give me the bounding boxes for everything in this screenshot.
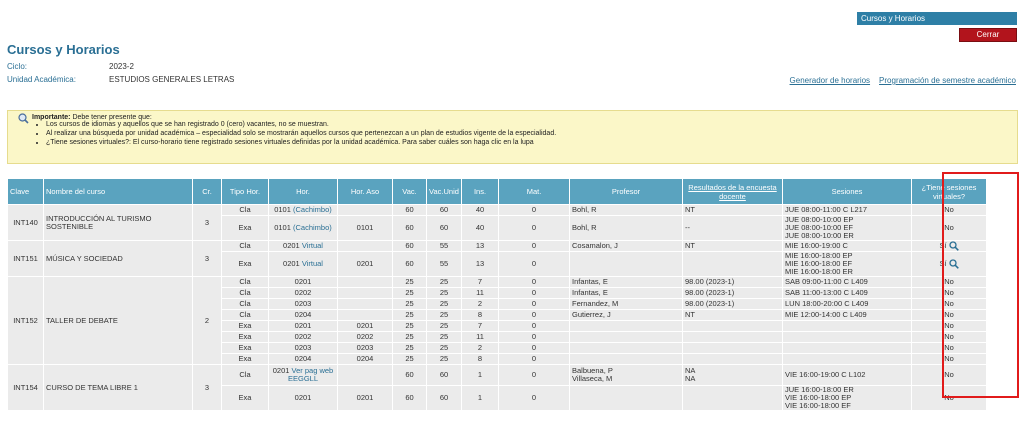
vacantes: 25 xyxy=(393,299,427,310)
sesiones: VIE 16:00-19:00 C L102 xyxy=(783,365,912,386)
header-links xyxy=(781,76,1016,85)
vac-unid: 60 xyxy=(427,205,462,216)
encuesta: 98.00 (2023-1) xyxy=(683,299,783,310)
table-row xyxy=(8,277,987,288)
profesor: Infantas, E xyxy=(570,288,683,299)
matriculados: 0 xyxy=(499,386,570,411)
virtuales xyxy=(912,299,987,310)
inscritos: 8 xyxy=(462,354,499,365)
sesiones xyxy=(783,332,912,343)
encuesta: NT xyxy=(683,310,783,321)
tipo-hor: Cla xyxy=(222,241,269,252)
horario-code: 0204 xyxy=(294,310,312,319)
profesor: Bohl, R xyxy=(570,205,683,216)
col-virtuales: ¿Tiene sesiones virtuales? xyxy=(912,179,987,205)
virtual-value: No xyxy=(944,354,954,363)
hor-aso xyxy=(338,299,393,310)
virtuales xyxy=(912,277,987,288)
matriculados: 0 xyxy=(499,288,570,299)
virtual-value: No xyxy=(944,310,954,319)
table-row xyxy=(8,365,987,386)
virtual-value: No xyxy=(944,223,954,232)
encuesta xyxy=(683,252,783,277)
virtuales xyxy=(912,365,987,386)
horario xyxy=(269,216,338,241)
tipo-hor: Exa xyxy=(222,321,269,332)
matriculados: 0 xyxy=(499,332,570,343)
profesor xyxy=(570,343,683,354)
notice-item: • Los cursos de idiomas y aquellos que se han registrado 0 (cero) vacantes, no se muestran. xyxy=(46,120,556,129)
tipo-hor: Cla xyxy=(222,365,269,386)
horario-code: 0203 xyxy=(294,343,312,352)
encuesta: 98.00 (2023-1) xyxy=(683,288,783,299)
sesiones: LUN 18:00-20:00 C L409 xyxy=(783,299,912,310)
col-vac: Vac. xyxy=(393,179,427,205)
tipo-hor: Cla xyxy=(222,310,269,321)
vacantes: 60 xyxy=(393,205,427,216)
profesor xyxy=(570,332,683,343)
hor-aso xyxy=(338,277,393,288)
tipo-hor: Exa xyxy=(222,386,269,411)
virtual-value: Sí xyxy=(939,258,947,268)
virtuales xyxy=(912,343,987,354)
profesor: Infantas, E xyxy=(570,277,683,288)
magnifier-icon[interactable] xyxy=(949,241,959,251)
vacantes: 60 xyxy=(393,365,427,386)
horario xyxy=(269,252,338,277)
vacantes: 25 xyxy=(393,354,427,365)
horario-code: 0201 xyxy=(294,393,312,402)
horario xyxy=(269,288,338,299)
vac-unid: 25 xyxy=(427,288,462,299)
col-cr: Cr. xyxy=(193,179,222,205)
virtual-value: No xyxy=(944,277,954,286)
magnifier-icon[interactable] xyxy=(949,259,959,269)
profesor xyxy=(570,321,683,332)
inscritos: 1 xyxy=(462,365,499,386)
horario-link[interactable]: Virtual xyxy=(301,241,323,250)
horario-code: 0204 xyxy=(294,354,312,363)
tipo-hor: Exa xyxy=(222,252,269,277)
vacantes: 60 xyxy=(393,386,427,411)
tipo-hor: Exa xyxy=(222,216,269,241)
notice-bold: Importante: xyxy=(32,114,71,121)
profesor: Cosamalon, J xyxy=(570,241,683,252)
tipo-hor: Exa xyxy=(222,343,269,354)
matriculados: 0 xyxy=(499,365,570,386)
ciclo-value: 2023-2 xyxy=(109,62,134,71)
sesiones: MIE 16:00-18:00 EP MIE 16:00-18:00 EF MIE 16:00-18:00 ER xyxy=(783,252,912,277)
course-credits: 3 xyxy=(193,241,222,277)
vacantes: 60 xyxy=(393,241,427,252)
inscritos: 11 xyxy=(462,288,499,299)
tipo-hor: Cla xyxy=(222,277,269,288)
sesiones xyxy=(783,354,912,365)
horario-code: 0201 xyxy=(272,366,290,375)
virtuales xyxy=(912,321,987,332)
vacantes: 60 xyxy=(393,252,427,277)
horario xyxy=(269,365,338,386)
info-magnifier-icon xyxy=(18,113,29,124)
hor-aso: 0201 xyxy=(338,386,393,411)
profesor xyxy=(570,252,683,277)
horario xyxy=(269,354,338,365)
encuesta: -- xyxy=(683,216,783,241)
col-tipo: Tipo Hor. xyxy=(222,179,269,205)
encuesta xyxy=(683,386,783,411)
inscritos: 1 xyxy=(462,386,499,411)
horario xyxy=(269,321,338,332)
tipo-hor: Cla xyxy=(222,205,269,216)
profesor: Fernandez, M xyxy=(570,299,683,310)
hor-aso: 0203 xyxy=(338,343,393,354)
hor-aso: 0201 xyxy=(338,252,393,277)
inscritos: 7 xyxy=(462,277,499,288)
vac-unid: 25 xyxy=(427,332,462,343)
horario-code: 0203 xyxy=(294,299,312,308)
horario-link[interactable]: (Cachimbo) xyxy=(293,223,332,232)
horario-link[interactable]: Virtual xyxy=(301,259,323,268)
horario xyxy=(269,332,338,343)
virtual-value: No xyxy=(944,205,954,214)
col-encuesta[interactable] xyxy=(683,179,783,205)
encuesta xyxy=(683,332,783,343)
col-ins: Ins. xyxy=(462,179,499,205)
encuesta xyxy=(683,354,783,365)
vac-unid: 55 xyxy=(427,252,462,277)
course-name: MÚSICA Y SOCIEDAD xyxy=(44,241,193,277)
course-code: INT151 xyxy=(8,241,44,277)
ciclo-row xyxy=(7,62,134,71)
matriculados: 0 xyxy=(499,343,570,354)
vac-unid: 60 xyxy=(427,386,462,411)
horario xyxy=(269,310,338,321)
col-hor: Hor. xyxy=(269,179,338,205)
ciclo-label: Ciclo: xyxy=(7,62,28,71)
encuesta xyxy=(683,321,783,332)
horario-link[interactable]: Ver pag web EEGGLL xyxy=(287,366,334,383)
course-code: INT140 xyxy=(8,205,44,241)
vacantes: 25 xyxy=(393,288,427,299)
tipo-hor: Cla xyxy=(222,299,269,310)
col-mat: Mat. xyxy=(499,179,570,205)
profesor xyxy=(570,386,683,411)
col-clave: Clave xyxy=(8,179,44,205)
notice-item: • Al realizar una búsqueda por unidad académica – especialidad solo se mostrarán aquellos cursos que pertenezcan a un plan de estudios vigente de la especialidad. xyxy=(46,129,556,138)
hor-aso: 0202 xyxy=(338,332,393,343)
notice-intro: Debe tener presente que: xyxy=(72,114,152,121)
vacantes: 25 xyxy=(393,277,427,288)
horario xyxy=(269,386,338,411)
hor-aso: 0201 xyxy=(338,321,393,332)
vacantes: 60 xyxy=(393,216,427,241)
vacantes: 25 xyxy=(393,343,427,354)
virtual-value: No xyxy=(944,288,954,297)
encuesta xyxy=(683,343,783,354)
vac-unid: 25 xyxy=(427,321,462,332)
programacion-link[interactable]: Programación de semestre académico xyxy=(879,76,1016,85)
sesiones xyxy=(783,343,912,354)
hor-aso xyxy=(338,241,393,252)
hor-aso xyxy=(338,288,393,299)
horario-code: 0201 xyxy=(294,321,312,330)
horario xyxy=(269,299,338,310)
vac-unid: 60 xyxy=(427,365,462,386)
virtual-value: No xyxy=(944,299,954,308)
matriculados: 0 xyxy=(499,299,570,310)
virtuales xyxy=(912,354,987,365)
inscritos: 8 xyxy=(462,310,499,321)
hor-aso: 0101 xyxy=(338,216,393,241)
hor-aso xyxy=(338,365,393,386)
unidad-value: ESTUDIOS GENERALES LETRAS xyxy=(109,75,235,84)
sesiones: JUE 08:00-11:00 C L217 xyxy=(783,205,912,216)
sesiones xyxy=(783,321,912,332)
table-body xyxy=(8,205,987,411)
course-name: TALLER DE DEBATE xyxy=(44,277,193,365)
vac-unid: 60 xyxy=(427,216,462,241)
vacantes: 25 xyxy=(393,332,427,343)
matriculados: 0 xyxy=(499,241,570,252)
encuesta: NT xyxy=(683,241,783,252)
inscritos: 2 xyxy=(462,299,499,310)
encuesta: NA NA xyxy=(683,365,783,386)
course-name: CURSO DE TEMA LIBRE 1 xyxy=(44,365,193,411)
generador-link[interactable]: Generador de horarios xyxy=(789,76,871,85)
tipo-hor: Exa xyxy=(222,332,269,343)
horario xyxy=(269,277,338,288)
profesor xyxy=(570,354,683,365)
vac-unid: 25 xyxy=(427,277,462,288)
table-row xyxy=(8,241,987,252)
col-profesor: Profesor xyxy=(570,179,683,205)
table-header-row xyxy=(8,179,987,205)
vac-unid: 25 xyxy=(427,299,462,310)
courses-table xyxy=(7,178,987,411)
encuesta: NT xyxy=(683,205,783,216)
tipo-hor: Cla xyxy=(222,288,269,299)
close-button[interactable]: Cerrar xyxy=(959,28,1017,42)
horario-code: 0201 xyxy=(283,241,300,250)
horario-link[interactable]: (Cachimbo) xyxy=(293,205,332,214)
course-credits: 3 xyxy=(193,205,222,241)
virtuales xyxy=(912,216,987,241)
encuesta-link[interactable]: Resultados de la encuesta docente xyxy=(688,182,777,201)
col-sesiones: Sesiones xyxy=(783,179,912,205)
sesiones: MIE 16:00-19:00 C xyxy=(783,241,912,252)
col-curso: Nombre del curso xyxy=(44,179,193,205)
virtual-value: No xyxy=(944,370,954,379)
notice-item: • ¿Tiene sesiones virtuales?: El curso-horario tiene registrado sesiones virtuales definidas por la unidad académica. Para saber cuáles son haga clic en la lupa xyxy=(46,138,556,147)
course-name: INTRODUCCIÓN AL TURISMO SOSTENIBLE xyxy=(44,205,193,241)
horario-code: 0201 xyxy=(294,277,312,286)
matriculados: 0 xyxy=(499,354,570,365)
matriculados: 0 xyxy=(499,252,570,277)
virtual-value: No xyxy=(944,393,954,402)
matriculados: 0 xyxy=(499,277,570,288)
horario xyxy=(269,205,338,216)
course-credits: 2 xyxy=(193,277,222,365)
virtual-value: Sí xyxy=(939,240,947,250)
horario-code: 0202 xyxy=(294,288,312,297)
matriculados: 0 xyxy=(499,216,570,241)
vacantes: 25 xyxy=(393,310,427,321)
profesor: Gutierrez, J xyxy=(570,310,683,321)
sesiones: MIE 12:00-14:00 C L409 xyxy=(783,310,912,321)
matriculados: 0 xyxy=(499,205,570,216)
course-code: INT152 xyxy=(8,277,44,365)
col-vacunid: Vac.Unid xyxy=(427,179,462,205)
hor-aso xyxy=(338,205,393,216)
virtuales xyxy=(912,332,987,343)
hor-aso xyxy=(338,310,393,321)
virtuales xyxy=(912,310,987,321)
virtuales xyxy=(912,252,987,277)
tipo-hor: Exa xyxy=(222,354,269,365)
horario xyxy=(269,241,338,252)
notice-box xyxy=(7,110,1018,164)
sesiones: JUE 16:00-18:00 ER VIE 16:00-18:00 EP VIE 16:00-18:00 EF xyxy=(783,386,912,411)
virtual-value: No xyxy=(944,321,954,330)
course-code: INT154 xyxy=(8,365,44,411)
horario-code: 0101 xyxy=(274,205,291,214)
virtuales xyxy=(912,241,987,252)
horario-code: 0101 xyxy=(274,223,291,232)
table-row xyxy=(8,205,987,216)
virtuales xyxy=(912,288,987,299)
unidad-label: Unidad Académica: xyxy=(7,75,76,84)
horario-code: 0202 xyxy=(294,332,312,341)
virtual-value: No xyxy=(944,332,954,341)
vac-unid: 25 xyxy=(427,354,462,365)
vacantes: 25 xyxy=(393,321,427,332)
page-title: Cursos y Horarios xyxy=(7,42,120,57)
horario-code: 0201 xyxy=(283,259,300,268)
notice-list xyxy=(34,120,556,147)
virtuales xyxy=(912,386,987,411)
inscritos: 2 xyxy=(462,343,499,354)
inscritos: 11 xyxy=(462,332,499,343)
virtual-value: No xyxy=(944,343,954,352)
inscritos: 13 xyxy=(462,241,499,252)
vac-unid: 25 xyxy=(427,310,462,321)
sesiones: SAB 11:00-13:00 C L409 xyxy=(783,288,912,299)
hor-aso: 0204 xyxy=(338,354,393,365)
inscritos: 13 xyxy=(462,252,499,277)
sesiones: JUE 08:00-10:00 EP JUE 08:00-10:00 EF JUE 08:00-10:00 ER xyxy=(783,216,912,241)
horario xyxy=(269,343,338,354)
matriculados: 0 xyxy=(499,310,570,321)
inscritos: 40 xyxy=(462,205,499,216)
vac-unid: 55 xyxy=(427,241,462,252)
virtuales xyxy=(912,205,987,216)
top-panel-title: Cursos y Horarios xyxy=(857,12,1017,25)
inscritos: 7 xyxy=(462,321,499,332)
col-horaso: Hor. Aso xyxy=(338,179,393,205)
top-panel xyxy=(857,12,1017,39)
inscritos: 40 xyxy=(462,216,499,241)
vac-unid: 25 xyxy=(427,343,462,354)
encuesta: 98.00 (2023-1) xyxy=(683,277,783,288)
profesor: Bohl, R xyxy=(570,216,683,241)
course-credits: 3 xyxy=(193,365,222,411)
matriculados: 0 xyxy=(499,321,570,332)
profesor: Balbuena, P Villaseca, M xyxy=(570,365,683,386)
sesiones: SAB 09:00-11:00 C L409 xyxy=(783,277,912,288)
unidad-row xyxy=(7,75,234,84)
